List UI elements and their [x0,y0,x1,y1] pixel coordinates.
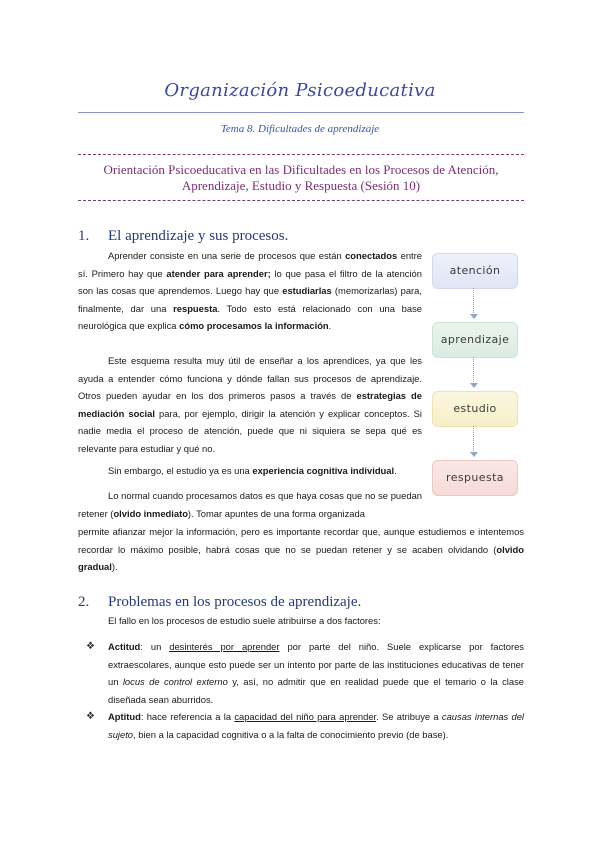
text-run: lo que pasa el filtro de la atención son las cosas que aprendemos. Luego hay que [78,267,422,297]
text-run: , bien a la capacidad cognitiva o a la falta de conocimiento previo (de base). [133,728,449,740]
bold-text: conectados [345,250,398,261]
paragraph-estudio [78,462,422,480]
text-run: Aprender consiste en una serie de procesos que están [108,250,346,261]
text-run: ). [111,561,118,573]
diamond-bullet-icon: ❖ [86,711,95,722]
stage-respuesta: respuesta [432,460,518,496]
italic-text: causas internas del sujeto [108,711,525,740]
text-run: : hace referencia a la [140,711,235,722]
text-run: permite afianzar mejor la información, pero es importante recordar que, aunque estudiemos e intentemos recordar lo máximo posible, habrá cosas que no se puedan retener y se acaben olvidando ( [78,526,524,555]
dashed-divider-top [78,154,524,155]
bold-text: respuesta [173,302,218,314]
section-heading-2 [78,594,361,611]
underlined-text: capacidad del niño para aprender [234,711,377,722]
text-run: . [394,465,397,476]
stage-estudio: estudio [432,391,518,427]
text-run: para, por ejemplo, dirigir la atención y explicar conceptos. Si nadie media el proceso de atención, puede que ni siquiera se sepa qué es relevante para estudiar y qué no. [78,407,422,454]
bold-text: estrategias de mediación social [78,390,422,419]
section-number: 1. [78,228,90,244]
bullet-actitud [86,638,524,708]
connector [473,357,474,384]
bold-text: Actitud [108,641,141,652]
paragraph-esquema [78,352,422,458]
text-run: El fallo en los procesos de estudio suele atribuirse a dos factores: [108,615,381,626]
text-run: Sin embargo, el estudio ya es una [108,465,253,476]
connector [473,288,474,315]
document-title: Organización Psicoeducativa [164,80,436,101]
stage-atencion: atención [432,253,518,289]
arrow-down-icon [470,314,478,319]
document-subtitle: Tema 8. Dificultades de aprendizaje [220,123,380,135]
text-run: entre sí. Primero hay que [78,250,422,279]
title-rule [78,112,524,113]
paragraph-olvido-gradual [78,523,524,576]
connector [473,426,474,453]
diamond-bullet-icon: ❖ [86,641,95,652]
text-run: : un [140,641,170,652]
underlined-text: desinterés por aprender [169,641,280,652]
text-run: y, así, no admitir que en realidad puede que el temario o la clase diseñada sean aburridos. [108,676,524,705]
bold-text: experiencia cognitiva individual [252,465,395,476]
paragraph-factores [78,612,524,630]
bullet-aptitud [86,708,525,743]
section-title: El aprendizaje y sus procesos. [108,228,289,244]
bold-text: cómo procesamos la información [179,320,329,332]
bold-text: olvido inmediato [113,507,188,519]
section-title: Problemas en los procesos de aprendizaje. [108,594,362,610]
text-run: . [328,320,332,332]
text-run: Lo normal cuando procesamos datos es que haya cosas que no se puedan retener ( [78,490,422,519]
paragraph-aprender [78,247,422,335]
bold-text: estudiarlas [282,285,332,297]
arrow-down-icon [470,452,478,457]
dashed-divider-bottom [78,200,524,201]
text-run: por parte del niño. Suele explicarse por factores extraescolares, aunque esto puede ser un intento por parte de las instituciones educativas de tener un [108,641,524,688]
bold-text: olvido gradual [78,543,524,573]
text-run: ). Tomar apuntes de una forma organizada [187,507,365,519]
bullet-text [108,641,524,705]
bold-text: Aptitud [108,711,141,722]
section-heading-1 [78,228,288,245]
stage-aprendizaje: aprendizaje [432,322,518,358]
section-number: 2. [78,594,90,610]
bold-text: atender para aprender; [166,267,271,279]
bullet-text [108,711,524,740]
text-run: Este esquema resulta muy útil de enseñar a los aprendices, ya que les ayuda a entender cómo funciona y dónde fallan sus procesos de aprendizaje. Otros pueden ayudar en los dos primeros pasos a través de [78,355,422,402]
session-heading: Orientación Psicoeducativa en las Dificultades en los Procesos de Atención, Aprendizaje, Estudio y Respuesta (Sesión 10) [103,162,499,193]
paragraph-olvido-inmediato [78,487,422,522]
text-run: . Todo esto está relacionado con una base neurológica que explica [78,302,422,332]
text-run: . Se atribuye a [376,711,442,722]
arrow-down-icon [470,383,478,388]
text-run: (memorizarlas) para, finalmente, dar una [78,285,422,314]
italic-text: locus de control externo [122,676,228,688]
